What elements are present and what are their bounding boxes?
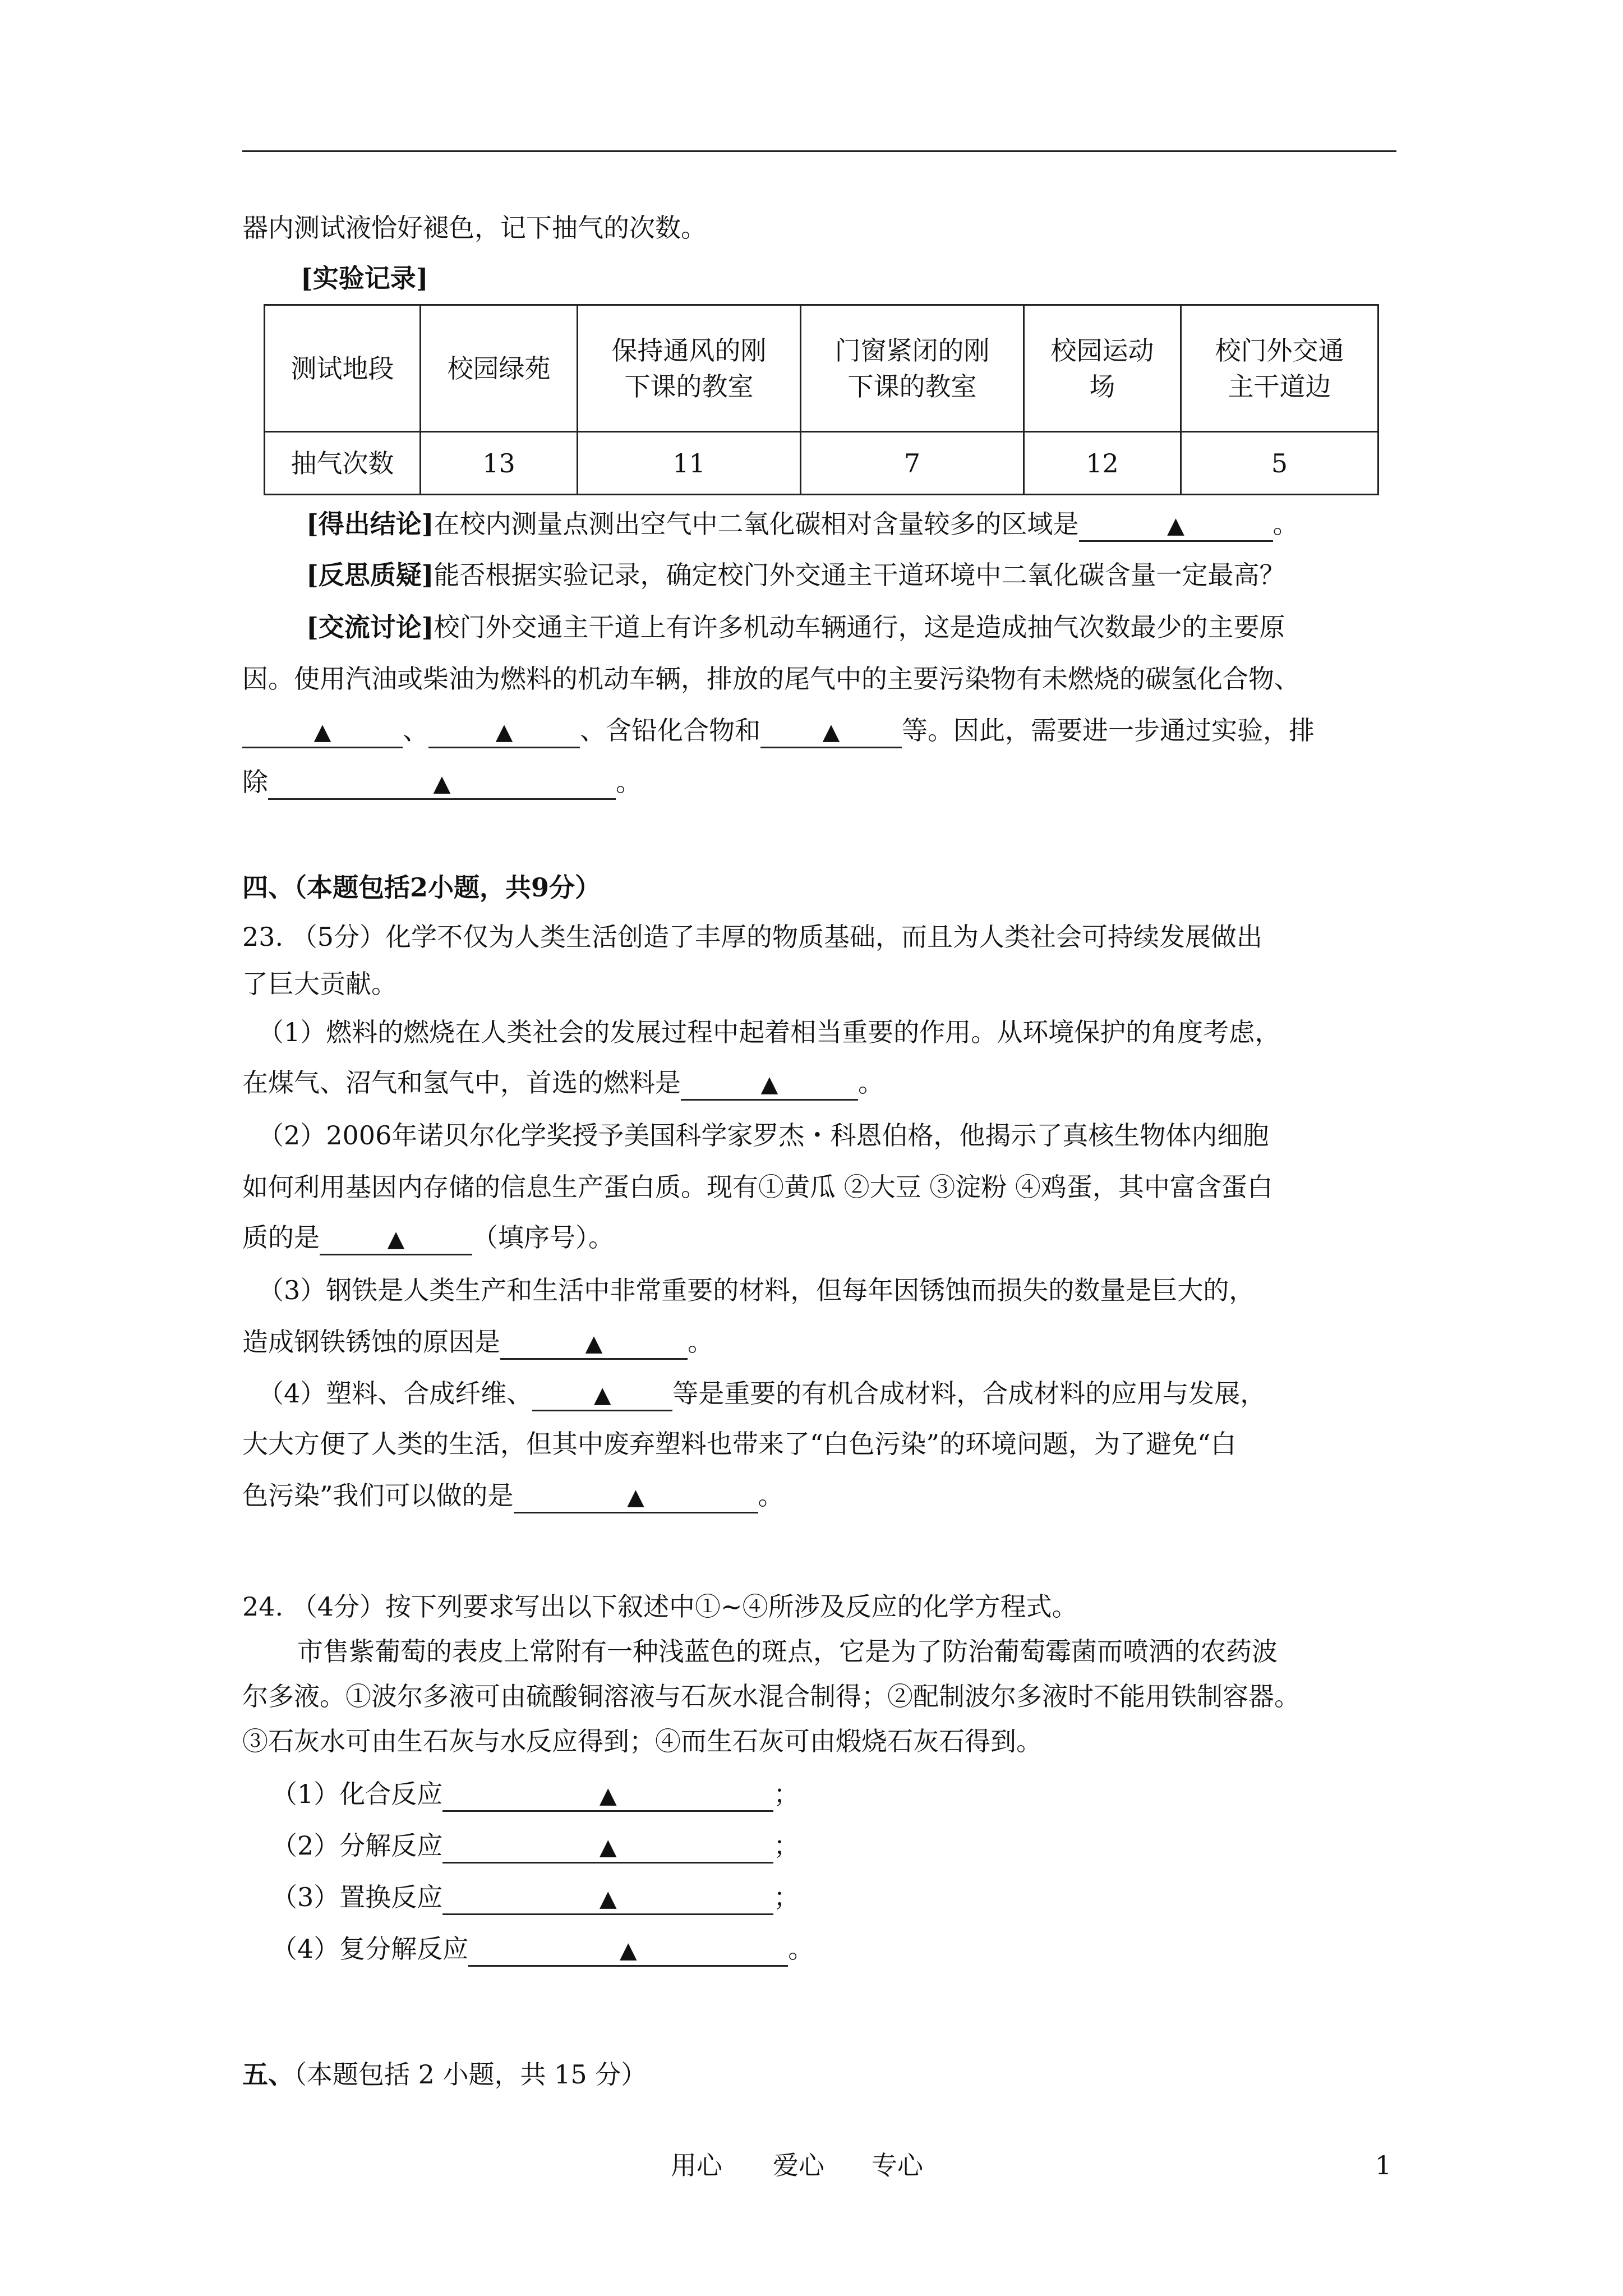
conclusion-line: [得出结论]在校内测量点测出空气中二氧化碳相对含量较多的区域是 ▲ 。 bbox=[306, 507, 1299, 542]
q23-p3-line-2: 造成钢铁锈蚀的原因是 ▲ 。 bbox=[242, 1325, 713, 1360]
table-cell: 12 bbox=[1024, 432, 1181, 495]
discussion-line-1: [交流讨论]校门外交通主干道上有许多机动车辆通行，这是造成抽气次数最少的主要原 bbox=[306, 612, 1285, 642]
triangle-icon: ▲ bbox=[627, 1484, 644, 1510]
triangle-icon: ▲ bbox=[593, 1382, 611, 1408]
triangle-icon: ▲ bbox=[760, 1071, 778, 1097]
triangle-icon: ▲ bbox=[495, 719, 513, 745]
q23-p4-line-1: （4）塑料、合成纤维、 ▲ 等是重要的有机合成材料，合成材料的应用与发展， bbox=[258, 1377, 1266, 1411]
footer-left: 用心 bbox=[671, 2150, 722, 2180]
triangle-icon: ▲ bbox=[433, 771, 451, 797]
discussion-line-4: 除 ▲ 。 bbox=[242, 765, 642, 800]
q23-p1-line-1: （1）燃料的燃烧在人类社会的发展过程中起着相当重要的作用。从环境保护的角度考虑， bbox=[258, 1017, 1281, 1047]
table-cell: 7 bbox=[801, 432, 1024, 495]
triangle-icon: ▲ bbox=[599, 1783, 617, 1809]
table-cell: 11 bbox=[578, 432, 801, 495]
triangle-icon: ▲ bbox=[822, 719, 840, 745]
table-cell: 保持通风的刚 下课的教室 bbox=[578, 305, 801, 432]
table-header-cell: 测试地段 bbox=[265, 305, 421, 432]
table-cell: 5 bbox=[1181, 432, 1378, 495]
q24-item-3: （3）置换反应 ▲ ； bbox=[271, 1880, 799, 1915]
triangle-icon: ▲ bbox=[599, 1834, 617, 1860]
answer-blank[interactable] bbox=[428, 716, 580, 748]
triangle-icon: ▲ bbox=[1167, 513, 1184, 539]
table-cell: 校园运动 场 bbox=[1024, 305, 1181, 432]
section-4-title: 四、（本题包括2小题，共9分） bbox=[242, 872, 601, 903]
q23-p4-line-3: 色污染”我们可以做的是 ▲ 。 bbox=[242, 1479, 784, 1513]
answer-blank[interactable] bbox=[1079, 509, 1273, 542]
q24-item-1: （1）化合反应 ▲ ； bbox=[271, 1777, 799, 1812]
footer-mid: 爱心 bbox=[773, 2150, 824, 2180]
record-heading: [实验记录] bbox=[301, 263, 428, 293]
table-row bbox=[265, 432, 1378, 495]
q23-p1-line-2: 在煤气、沼气和氢气中，首选的燃料是 ▲ 。 bbox=[242, 1066, 884, 1101]
q23-p2-line-1: （2）2006年诺贝尔化学奖授予美国科学家罗杰・科恩伯格，他揭示了真核生物体内细胞 bbox=[258, 1120, 1269, 1151]
q24-line-3: 尔多液。①波尔多液可由硫酸铜溶液与石灰水混合制得；②配制波尔多液时不能用铁制容器。 bbox=[242, 1681, 1300, 1711]
answer-blank[interactable] bbox=[442, 1883, 773, 1915]
q24-line-1: 24. （4分）按下列要求写出以下叙述中①~④所涉及反应的化学方程式。 bbox=[242, 1591, 1078, 1622]
table-cell: 门窗紧闭的刚 下课的教室 bbox=[801, 305, 1024, 432]
discussion-line-3: ▲ 、 ▲ 、含铅化合物和 ▲ 等。因此，需要进一步通过实验，排 bbox=[242, 714, 1315, 748]
triangle-icon: ▲ bbox=[313, 719, 331, 745]
answer-blank[interactable] bbox=[681, 1068, 858, 1101]
q23-p3-line-1: （3）钢铁是人类生产和生活中非常重要的材料，但每年因锈蚀而损失的数量是巨大的， bbox=[258, 1275, 1255, 1305]
table-cell: 13 bbox=[421, 432, 578, 495]
discussion-line-2: 因。使用汽油或柴油为燃料的机动车辆，排放的尾气中的主要污染物有未燃烧的碳氢化合物、 bbox=[242, 664, 1300, 694]
answer-blank[interactable] bbox=[442, 1831, 773, 1864]
header-rule bbox=[242, 150, 1396, 152]
q24-item-2: （2）分解反应 ▲ ； bbox=[271, 1829, 799, 1864]
conclusion-tag: [得出结论] bbox=[306, 509, 434, 539]
table-cell: 校门外交通 主干道边 bbox=[1181, 305, 1378, 432]
q23-line-2: 了巨大贡献。 bbox=[242, 969, 397, 999]
answer-blank[interactable] bbox=[760, 716, 902, 748]
triangle-icon: ▲ bbox=[619, 1938, 637, 1963]
answer-blank[interactable] bbox=[268, 767, 616, 800]
discussion-tag: [交流讨论] bbox=[306, 612, 434, 642]
table-header-cell: 抽气次数 bbox=[265, 432, 421, 495]
q23-p2-line-3: 质的是 ▲ （填序号）。 bbox=[242, 1221, 614, 1255]
footer-right: 专心 bbox=[872, 2150, 923, 2180]
q23-p2-line-2: 如何利用基因内存储的信息生产蛋白质。现有①黄瓜 ②大豆 ③淀粉 ④鸡蛋，其中富含蛋白 bbox=[242, 1172, 1273, 1202]
experiment-record-table bbox=[264, 304, 1379, 495]
q24-item-4: （4）复分解反应 ▲ 。 bbox=[271, 1932, 814, 1967]
answer-blank[interactable] bbox=[242, 716, 403, 748]
answer-blank[interactable] bbox=[468, 1934, 788, 1967]
table-row bbox=[265, 305, 1378, 432]
triangle-icon: ▲ bbox=[585, 1331, 603, 1356]
q23-line-1: 23. （5分）化学不仅为人类生活创造了丰厚的物质基础，而且为人类社会可持续发展做出 bbox=[242, 922, 1263, 952]
section-5-title: 五、（本题包括 2 小题，共 15 分） bbox=[242, 2059, 647, 2090]
answer-blank[interactable] bbox=[320, 1223, 472, 1255]
table-cell: 校园绿苑 bbox=[421, 305, 578, 432]
triangle-icon: ▲ bbox=[599, 1886, 617, 1912]
q23-p4-line-2: 大大方便了人类的生活，但其中废弃塑料也带来了“白色污染”的环境问题，为了避免“白 bbox=[242, 1429, 1237, 1459]
triangle-icon: ▲ bbox=[387, 1226, 405, 1252]
intro-line: 器内测试液恰好褪色，记下抽气的次数。 bbox=[242, 213, 707, 243]
answer-blank[interactable] bbox=[532, 1379, 672, 1411]
answer-blank[interactable] bbox=[514, 1481, 758, 1513]
answer-blank[interactable] bbox=[442, 1779, 773, 1812]
q24-line-4: ③石灰水可由生石灰与水反应得到；④而生石灰可由煅烧石灰石得到。 bbox=[242, 1726, 1042, 1756]
reflection-line: [反思质疑]能否根据实验记录，确定校门外交通主干道环境中二氧化碳含量一定最高？ bbox=[306, 560, 1285, 590]
q24-line-2: 市售紫葡萄的表皮上常附有一种浅蓝色的斑点，它是为了防治葡萄霉菌而喷洒的农药波 bbox=[297, 1636, 1278, 1667]
page-number: 1 bbox=[1375, 2150, 1392, 2180]
reflection-tag: [反思质疑] bbox=[306, 560, 434, 590]
answer-blank[interactable] bbox=[500, 1327, 688, 1360]
